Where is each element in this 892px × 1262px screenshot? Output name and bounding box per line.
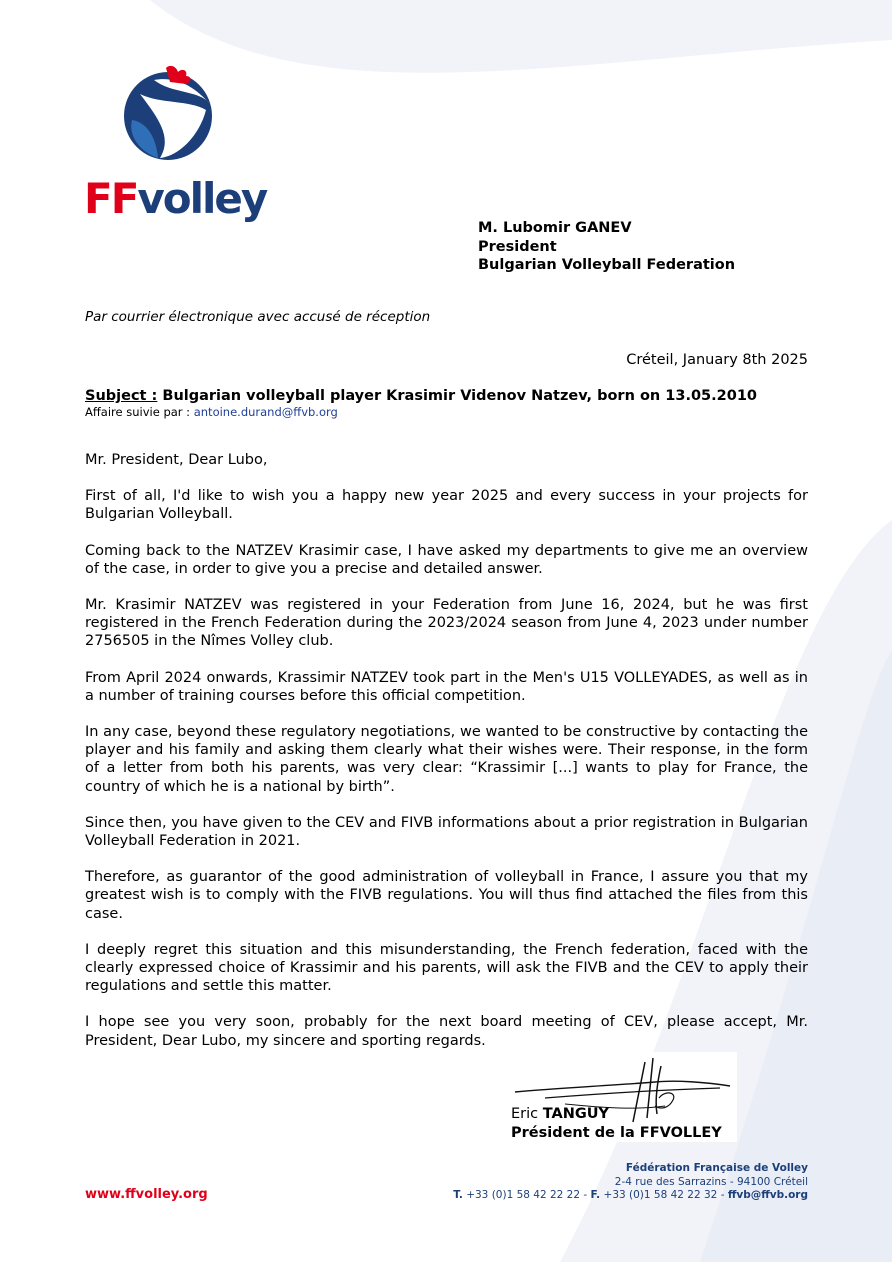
body-paragraph: Therefore, as guarantor of the good administration of volleyball in France, I assure you that my greatest wish is to comply with the FIVB regulations. You will thus find attached the files from this case.: [85, 869, 808, 922]
footer-org-name: Fédération Française de Volley: [625, 1162, 808, 1174]
footer-tel-label: T.: [453, 1189, 463, 1201]
follow-up-line: [85, 405, 338, 419]
body-paragraph: I hope see you very soon, probably for the next board meeting of CEV, please accept, Mr. President, Dear Lubo, my sincere and sporting regards.: [85, 1014, 808, 1049]
body-paragraph: Coming back to the NATZEV Krasimir case, I have asked my departments to give me an overview of the case, in order to give you a precise and detailed answer.: [85, 542, 808, 577]
signatory-last-name: TANGUY: [542, 1106, 610, 1122]
footer-website-link[interactable]: www.ffvolley.org: [85, 1187, 208, 1202]
footer-fax: +33 (0)1 58 42 22 32: [603, 1189, 718, 1201]
follow-up-label: Affaire suivie par :: [85, 405, 191, 419]
recipient-title: President: [478, 238, 557, 255]
salutation: Mr. President, Dear Lubo,: [85, 452, 268, 468]
body-paragraph: I deeply regret this situation and this misunderstanding, the French federation, faced with the clearly expressed choice of Krassimir and his parents, will ask the FIVB and the CEV to apply their regulations and settle this matter.: [85, 941, 808, 995]
body-paragraph: Since then, you have given to the CEV and FIVB informations about a prior registration in Bulgarian Volleyball Federation in 2021.: [85, 814, 808, 850]
subject-text: Bulgarian volleyball player Krasimir Videnov Natzev, born on 13.05.2010: [162, 388, 758, 404]
footer-contact-line: [420, 1189, 808, 1203]
body-paragraph: Mr. Krasimir NATZEV was registered in your Federation from June 16, 2024, but he was first registered in the French Federation during the 2023/2024 season from June 4, 2023 under number 2756505 in the Nîmes Volley club.: [85, 597, 808, 650]
footer-address: 2-4 rue des Sarrazins - 94100 Créteil: [614, 1175, 808, 1188]
letter-body: [85, 451, 808, 1068]
follow-up-email-link[interactable]: antoine.durand@ffvb.org: [193, 405, 338, 419]
body-paragraph: From April 2024 onwards, Krassimir NATZEV took part in the Men's U15 VOLLEYADES, as well as in a number of training courses before this official competition.: [85, 669, 808, 704]
transmission-note: Par courrier électronique avec accusé de réception: [85, 309, 431, 325]
footer-tel: +33 (0)1 58 42 22 22: [466, 1189, 581, 1201]
volleyball-rooster-icon: [120, 64, 216, 164]
subject-label: Subject :: [85, 388, 158, 404]
footer-contact-block: [420, 1162, 808, 1203]
logo-volley-text: volley: [137, 174, 267, 223]
signatory-title: Président de la FFVOLLEY: [511, 1125, 722, 1141]
signatory-first-name: Eric: [511, 1106, 539, 1122]
recipient-organization: Bulgarian Volleyball Federation: [478, 257, 736, 273]
date-line: Créteil, January 8th 2025: [626, 352, 808, 368]
body-paragraph: First of all, I'd like to wish you a happy new year 2025 and every success in your projects for Bulgarian Volleyball.: [85, 488, 808, 523]
signatory-name: [511, 1105, 609, 1124]
footer-separator: -: [720, 1189, 725, 1201]
footer-separator: -: [583, 1189, 588, 1201]
footer-fax-label: F.: [590, 1189, 601, 1201]
body-paragraph: In any case, beyond these regulatory negotiations, we wanted to be constructive by contacting the player and his family and asking them clearly what their wishes were. Their response, in the form of a letter from both his parents, was very clear: “Krassimir [...] wants to play for France, the country of which he is a national by birth”.: [85, 724, 808, 795]
logo-wordmark: [84, 175, 266, 223]
logo-ff-text: FF: [84, 174, 138, 223]
recipient-name: M. Lubomir GANEV: [478, 220, 632, 236]
subject-line: [85, 388, 757, 404]
footer-email-link[interactable]: ffvb@ffvb.org: [727, 1189, 808, 1201]
recipient-block: [478, 219, 735, 275]
ffvolley-logo: [84, 62, 267, 227]
